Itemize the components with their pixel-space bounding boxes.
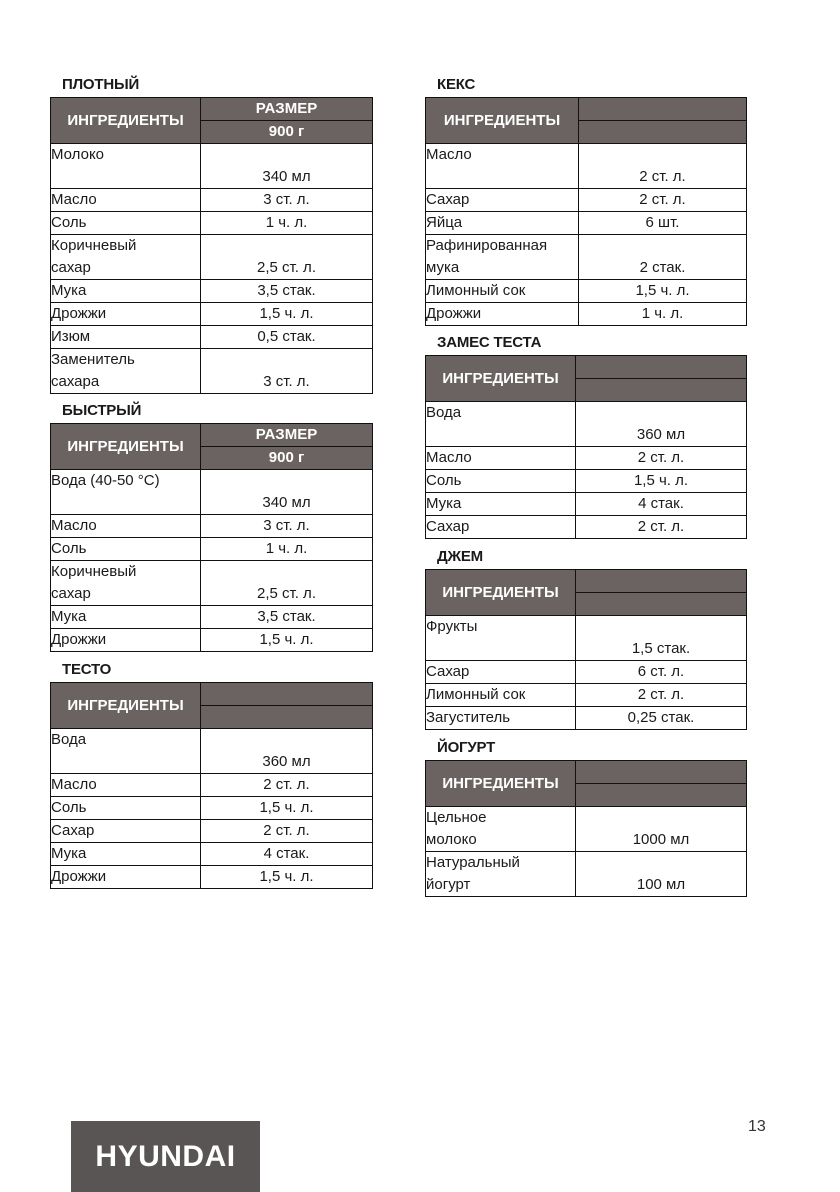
table-row	[426, 212, 747, 235]
ingredient-name: Мука	[51, 280, 201, 303]
ingredient-value: 1 ч. л.	[201, 538, 373, 561]
ingredient-name: Масло	[51, 774, 201, 797]
ingredient-value: 6 шт.	[579, 212, 747, 235]
ingredients-table	[50, 682, 373, 889]
table-row	[426, 402, 747, 447]
ingredient-name: Изюм	[51, 326, 201, 349]
ingredient-name: Вода	[51, 729, 201, 774]
ingredient-value: 1,5 ч. л.	[201, 797, 373, 820]
ingredient-value: 2 стак.	[579, 235, 747, 280]
ingredient-name	[51, 561, 201, 606]
ingredient-value: 1,5 ч. л.	[201, 866, 373, 889]
table-row	[51, 629, 373, 652]
ingredients-table	[50, 423, 373, 652]
ingredients-table	[425, 355, 747, 539]
size-value-header	[579, 121, 747, 144]
section-title: ЙОГУРТ	[437, 739, 496, 756]
table-row	[51, 280, 373, 303]
ingredient-name: Лимонный сок	[426, 280, 579, 303]
page-number: 13	[748, 1118, 766, 1135]
ingredient-name: Соль	[426, 470, 576, 493]
ingredient-name-line: сахар	[51, 585, 91, 602]
size-value-header	[576, 379, 747, 402]
table-row	[51, 820, 373, 843]
table-row	[426, 616, 747, 661]
size-value-header	[576, 593, 747, 616]
ingredient-name: Мука	[51, 843, 201, 866]
ingredient-value: 4 стак.	[201, 843, 373, 866]
section-title: БЫСТРЫЙ	[62, 402, 142, 419]
section-keks	[425, 76, 747, 326]
ingredient-value: 2 ст. л.	[579, 189, 747, 212]
table-row	[426, 303, 747, 326]
ingredient-name	[426, 807, 576, 852]
table-row	[51, 774, 373, 797]
size-value-header	[201, 706, 373, 729]
ingredient-name: Яйца	[426, 212, 579, 235]
ingredient-name: Загуститель	[426, 707, 576, 730]
ingredient-value: 1,5 ч. л.	[201, 629, 373, 652]
ingredient-value: 2 ст. л.	[576, 516, 747, 539]
ingredient-name: Соль	[51, 538, 201, 561]
ingredient-name-line: Коричневый	[51, 563, 137, 580]
size-header	[579, 98, 747, 121]
size-header	[576, 570, 747, 593]
ingredients-header: ИНГРЕДИЕНТЫ	[51, 683, 201, 729]
ingredients-table	[50, 97, 373, 394]
table-row	[426, 707, 747, 730]
size-header	[576, 356, 747, 379]
table-row	[426, 661, 747, 684]
ingredient-value: 3 ст. л.	[201, 515, 373, 538]
ingredient-value: 2 ст. л.	[576, 684, 747, 707]
ingredient-name: Сахар	[426, 661, 576, 684]
ingredient-value: 340 мл	[201, 470, 373, 515]
ingredient-value: 1000 мл	[576, 807, 747, 852]
ingredient-name: Дрожжи	[426, 303, 579, 326]
ingredient-value: 100 мл	[576, 852, 747, 897]
size-header	[576, 761, 747, 784]
table-row	[51, 729, 373, 774]
ingredient-name: Соль	[51, 797, 201, 820]
section-title: ПЛОТНЫЙ	[62, 76, 140, 93]
ingredient-value: 1,5 ч. л.	[576, 470, 747, 493]
section-zames	[425, 334, 747, 539]
ingredient-name-line: молоко	[426, 831, 477, 848]
size-header: РАЗМЕР	[201, 98, 373, 121]
ingredient-value: 2,5 ст. л.	[201, 235, 373, 280]
ingredient-name: Масло	[426, 144, 579, 189]
ingredient-name: Вода (40-50 °С)	[51, 470, 201, 515]
table-row	[51, 144, 373, 189]
table-row	[426, 280, 747, 303]
size-header: РАЗМЕР	[201, 424, 373, 447]
table-row	[426, 852, 747, 897]
table-row	[51, 189, 373, 212]
ingredient-name-line: мука	[426, 259, 460, 276]
ingredient-name-line: сахара	[51, 373, 100, 390]
size-value-header	[576, 784, 747, 807]
table-row	[426, 807, 747, 852]
ingredient-value: 2 ст. л.	[201, 820, 373, 843]
ingredient-value: 360 мл	[201, 729, 373, 774]
ingredient-value: 1,5 ч. л.	[579, 280, 747, 303]
ingredient-name: Сахар	[51, 820, 201, 843]
ingredient-name-line: Коричневый	[51, 237, 137, 254]
table-row	[426, 235, 747, 280]
table-row	[51, 606, 373, 629]
brand-logo: HYUNDAI	[71, 1121, 260, 1192]
size-header	[201, 683, 373, 706]
table-row	[426, 493, 747, 516]
ingredients-header: ИНГРЕДИЕНТЫ	[426, 570, 576, 616]
ingredients-table	[425, 569, 747, 730]
ingredient-value: 3,5 стак.	[201, 280, 373, 303]
section-testo	[50, 661, 373, 889]
ingredient-name: Дрожжи	[51, 629, 201, 652]
table-row	[426, 447, 747, 470]
table-row	[51, 349, 373, 394]
ingredients-header: ИНГРЕДИЕНТЫ	[51, 424, 201, 470]
section-dzhem	[425, 548, 747, 730]
table-row	[426, 470, 747, 493]
section-title: КЕКС	[437, 76, 476, 93]
section-title: ТЕСТО	[62, 661, 112, 678]
ingredient-name: Вода	[426, 402, 576, 447]
ingredient-value: 1 ч. л.	[201, 212, 373, 235]
ingredient-value: 0,5 стак.	[201, 326, 373, 349]
table-row	[51, 797, 373, 820]
ingredient-name: Сахар	[426, 516, 576, 539]
ingredient-value: 3,5 стак.	[201, 606, 373, 629]
ingredient-name: Мука	[426, 493, 576, 516]
table-row	[51, 235, 373, 280]
ingredient-name: Мука	[51, 606, 201, 629]
ingredient-name: Дрожжи	[51, 866, 201, 889]
ingredient-name-line: йогурт	[426, 876, 471, 893]
ingredients-header: ИНГРЕДИЕНТЫ	[426, 98, 579, 144]
ingredient-name-line: Натуральный	[426, 854, 520, 871]
ingredients-header: ИНГРЕДИЕНТЫ	[426, 356, 576, 402]
section-title: ДЖЕМ	[437, 548, 483, 565]
table-row	[51, 538, 373, 561]
ingredient-name-line: Рафинированная	[426, 237, 548, 254]
ingredient-value: 360 мл	[576, 402, 747, 447]
ingredient-value: 2 ст. л.	[201, 774, 373, 797]
ingredient-value: 4 стак.	[576, 493, 747, 516]
ingredient-value: 3 ст. л.	[201, 349, 373, 394]
ingredient-value: 1 ч. л.	[579, 303, 747, 326]
ingredient-name: Масло	[51, 515, 201, 538]
ingredient-name: Дрожжи	[51, 303, 201, 326]
table-row	[426, 684, 747, 707]
ingredient-value: 6 ст. л.	[576, 661, 747, 684]
table-row	[51, 212, 373, 235]
table-row	[51, 866, 373, 889]
table-row	[51, 515, 373, 538]
ingredient-value: 0,25 стак.	[576, 707, 747, 730]
ingredient-name: Масло	[51, 189, 201, 212]
ingredients-table	[425, 760, 747, 897]
table-row	[426, 144, 747, 189]
ingredient-name	[51, 235, 201, 280]
ingredient-value: 3 ст. л.	[201, 189, 373, 212]
ingredient-value: 1,5 ч. л.	[201, 303, 373, 326]
section-title: ЗАМЕС ТЕСТА	[437, 334, 542, 351]
table-row	[51, 843, 373, 866]
ingredients-header: ИНГРЕДИЕНТЫ	[426, 761, 576, 807]
size-value-header: 900 г	[201, 447, 373, 470]
table-row	[51, 470, 373, 515]
ingredient-value: 340 мл	[201, 144, 373, 189]
ingredient-value: 1,5 стак.	[576, 616, 747, 661]
ingredient-name	[51, 349, 201, 394]
section-bystry	[50, 402, 373, 652]
section-plotny	[50, 76, 373, 394]
ingredient-name	[426, 235, 579, 280]
ingredient-value: 2 ст. л.	[576, 447, 747, 470]
ingredient-name	[426, 852, 576, 897]
ingredient-name-line: сахар	[51, 259, 91, 276]
table-row	[426, 516, 747, 539]
size-value-header: 900 г	[201, 121, 373, 144]
table-row	[426, 189, 747, 212]
table-row	[51, 561, 373, 606]
ingredients-header: ИНГРЕДИЕНТЫ	[51, 98, 201, 144]
section-yogurt	[425, 739, 747, 897]
ingredient-name-line: Цельное	[426, 809, 487, 826]
ingredient-name: Молоко	[51, 144, 201, 189]
ingredients-table	[425, 97, 747, 326]
ingredient-name: Сахар	[426, 189, 579, 212]
table-row	[51, 326, 373, 349]
ingredient-value: 2 ст. л.	[579, 144, 747, 189]
ingredient-name: Соль	[51, 212, 201, 235]
ingredient-name: Лимонный сок	[426, 684, 576, 707]
ingredient-value: 2,5 ст. л.	[201, 561, 373, 606]
ingredient-name-line: Заменитель	[51, 351, 135, 368]
ingredient-name: Фрукты	[426, 616, 576, 661]
ingredient-name: Масло	[426, 447, 576, 470]
table-row	[51, 303, 373, 326]
